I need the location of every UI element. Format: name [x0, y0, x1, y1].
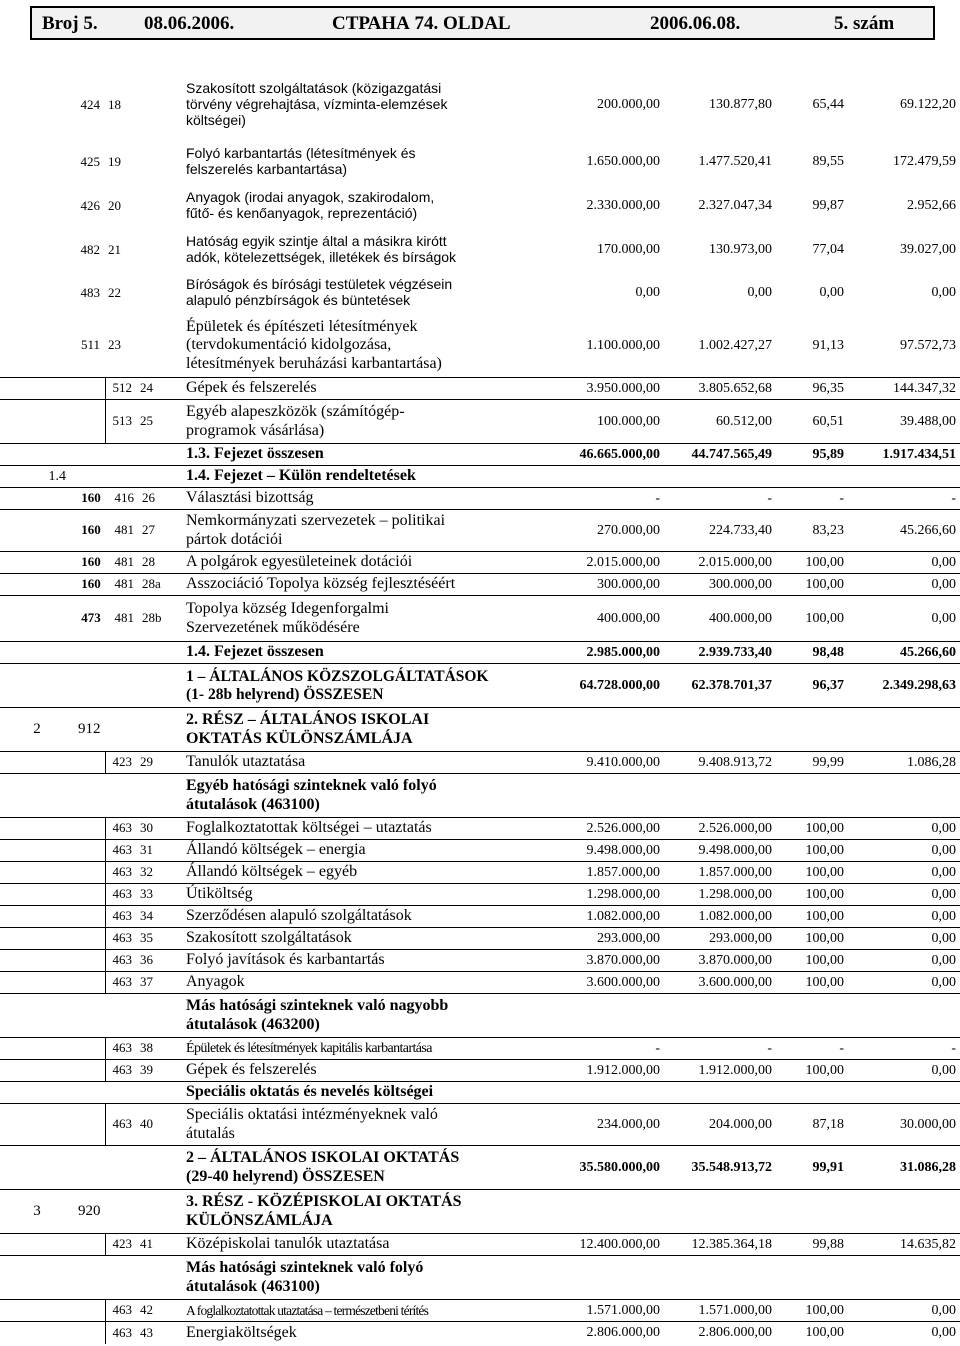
- difference: 2.952,66: [907, 198, 956, 214]
- planned-amount: 400.000,00: [597, 610, 660, 626]
- planned-amount: 2.526.000,00: [586, 820, 660, 836]
- planned-amount: 1.571.000,00: [586, 1302, 660, 1318]
- table-row: [0, 444, 960, 466]
- difference: 0,00: [931, 886, 956, 902]
- table-row: 463 43 Energiaköltségek 2.806.000,00 2.806.000,00 100,00 0,00: [0, 1322, 960, 1344]
- percent: 98,48: [812, 644, 844, 660]
- table-row: 513 25 Egyéb alapeszközök (számítógép- programok vásárlása) 100.000,00 60.512,00 60,51 39.488,00: [0, 400, 960, 444]
- planned-amount: 3.870.000,00: [586, 952, 660, 968]
- planned-amount: 3.600.000,00: [586, 974, 660, 990]
- row-description: Anyagok: [186, 973, 245, 991]
- percent: -: [839, 1040, 844, 1056]
- table-row: 463 32 Állandó költségek – egyéb 1.857.000,00 1.857.000,00 100,00 0,00: [0, 862, 960, 884]
- table-row: 463 40 Speciális oktatási intézményeknek való átutalás 234.000,00 204.000,00 87,18 30.000,00: [0, 1104, 960, 1146]
- percent: 100,00: [805, 908, 844, 924]
- row-description: Nemkormányzati szervezetek – politikai pártok dotációi: [186, 512, 446, 548]
- part-code: 912: [78, 721, 101, 738]
- table-row: 425 19 Folyó karbantartás (létesítmények és felszerelés karbantartása) 1.650.000,00 1.477.520,41 89,55 172.479,59: [0, 140, 960, 184]
- realized-amount: 130.877,80: [709, 97, 772, 113]
- table-row: 160 481 27 Nemkormányzati szervezetek – politikai pártok dotációi 270.000,00 224.733,40 83,23 45.266,60: [0, 510, 960, 552]
- row-description: Választási bizottság: [186, 489, 314, 507]
- difference: 1.917.434,51: [882, 446, 956, 462]
- planned-amount: 1.857.000,00: [586, 864, 660, 880]
- percent: 100,00: [805, 886, 844, 902]
- table-row: 426 20 Anyagok (irodai anyagok, szakirodalom, fűtő- és kenőanyagok, reprezentáció) 2.330.000,00 2.327.047,34 99,87 2.952,66: [0, 184, 960, 228]
- table-row: [0, 664, 960, 708]
- planned-amount: 1.650.000,00: [586, 154, 660, 170]
- planned-amount: 100.000,00: [597, 413, 660, 429]
- group-heading: Speciális oktatás és nevelés költségei: [186, 1083, 434, 1101]
- realized-amount: 1.082.000,00: [698, 908, 772, 924]
- part-title: 3. RÉSZ - KÖZÉPISKOLAI OKTATÁS KÜLÖNSZÁMLÁJA: [186, 1193, 462, 1229]
- realized-amount: 9.498.000,00: [698, 842, 772, 858]
- planned-amount: 2.015.000,00: [586, 554, 660, 570]
- difference: 0,00: [931, 1302, 956, 1318]
- table-row: 423 29 Tanulók utaztatása 9.410.000,00 9.408.913,72 99,99 1.086,28: [0, 752, 960, 774]
- table-row: [0, 642, 960, 664]
- percent: 100,00: [805, 554, 844, 570]
- difference: -: [951, 490, 956, 506]
- realized-amount: 293.000,00: [709, 930, 772, 946]
- realized-amount: 1.857.000,00: [698, 864, 772, 880]
- difference: 45.266,60: [900, 522, 956, 538]
- difference: 45.266,60: [900, 644, 956, 660]
- realized-amount: 2.806.000,00: [698, 1325, 772, 1341]
- table-row: [0, 994, 960, 1038]
- planned-amount: 3.950.000,00: [586, 380, 660, 396]
- part-title: 2. RÉSZ – ÁLTALÁNOS ISKOLAI OKTATÁS KÜLÖNSZÁMLÁJA: [186, 711, 430, 747]
- row-description: Épületek és létesítmények kapitális karbantartása: [186, 1040, 432, 1056]
- difference: 39.488,00: [900, 413, 956, 429]
- row-description: Asszociáció Topolya község fejlesztéséért: [186, 575, 456, 593]
- planned-amount: 200.000,00: [597, 97, 660, 113]
- realized-amount: 2.526.000,00: [698, 820, 772, 836]
- percent: 91,13: [812, 337, 844, 353]
- row-description: Anyagok (irodai anyagok, szakirodalom, fűtő- és kenőanyagok, reprezentáció): [186, 189, 435, 221]
- percent: 99,88: [812, 1236, 844, 1252]
- difference: 30.000,00: [900, 1116, 956, 1132]
- table-row: 463 36 Folyó javítások és karbantartás 3.870.000,00 3.870.000,00 100,00 0,00: [0, 950, 960, 972]
- table-row: 463 38 Épületek és létesítmények kapitális karbantartása - - - -: [0, 1038, 960, 1060]
- difference: 0,00: [931, 285, 956, 301]
- table-row: 463 35 Szakosított szolgáltatások 293.000,00 293.000,00 100,00 0,00: [0, 928, 960, 950]
- realized-amount: 62.378.701,37: [691, 677, 772, 693]
- realized-amount: 2.327.047,34: [698, 198, 772, 214]
- issue-number-right: 5. szám: [834, 13, 895, 34]
- table-row: [0, 774, 960, 818]
- row-description: Épületek és építészeti létesítmények (tervdokumentáció kidolgozása, létesítmények beruházási karbantartása): [186, 318, 442, 372]
- difference: 0,00: [931, 842, 956, 858]
- difference: 0,00: [931, 864, 956, 880]
- table-row: 483 22 Bíróságok és bírósági testületek végzésein alapuló pénzbírságok és büntetések 0,00 0,00 0,00 0,00: [0, 272, 960, 314]
- realized-amount: 300.000,00: [709, 576, 772, 592]
- row-description: Középiskolai tanulók utaztatása: [186, 1235, 390, 1253]
- difference: 14.635,82: [900, 1236, 956, 1252]
- row-description: Útiköltség: [186, 885, 253, 903]
- row-description: Szakosított szolgáltatások (közigazgatási törvény végrehajtása, vízminta-elemzések költségei): [186, 80, 448, 128]
- percent: 83,23: [812, 522, 844, 538]
- table-row: 463 31 Állandó költségek – energia 9.498.000,00 9.498.000,00 100,00 0,00: [0, 840, 960, 862]
- difference: 0,00: [931, 930, 956, 946]
- difference: 31.086,28: [900, 1159, 956, 1175]
- percent: 100,00: [805, 576, 844, 592]
- row-description: A polgárok egyesületeinek dotációi: [186, 553, 413, 571]
- realized-amount: 1.571.000,00: [698, 1302, 772, 1318]
- table-row: [0, 1256, 960, 1300]
- issue-date-right: 2006.06.08.: [650, 13, 741, 34]
- realized-amount: 2.015.000,00: [698, 554, 772, 570]
- row-description: Folyó karbantartás (létesítmények és felszerelés karbantartása): [186, 145, 416, 177]
- difference: 0,00: [931, 576, 956, 592]
- percent: 60,51: [812, 413, 844, 429]
- realized-amount: 1.002.427,27: [698, 337, 772, 353]
- row-description: Gépek és felszerelés: [186, 1061, 317, 1079]
- realized-amount: 3.600.000,00: [698, 974, 772, 990]
- percent: 100,00: [805, 820, 844, 836]
- planned-amount: 300.000,00: [597, 576, 660, 592]
- planned-amount: 12.400.000,00: [579, 1236, 660, 1252]
- planned-amount: 64.728.000,00: [579, 677, 660, 693]
- percent: 77,04: [812, 242, 844, 258]
- percent: 87,18: [812, 1116, 844, 1132]
- realized-amount: 0,00: [747, 285, 772, 301]
- planned-amount: 2.806.000,00: [586, 1325, 660, 1341]
- group-heading: Más hatósági szinteknek való nagyobb átutalások (463200): [186, 997, 449, 1033]
- difference: 0,00: [931, 820, 956, 836]
- planned-amount: 0,00: [635, 285, 660, 301]
- realized-amount: 224.733,40: [709, 522, 772, 538]
- planned-amount: 1.912.000,00: [586, 1062, 660, 1078]
- chapter-number: 1.4: [48, 468, 66, 484]
- percent: 100,00: [805, 952, 844, 968]
- table-row: 463 30 Foglalkoztatottak költségei – utaztatás 2.526.000,00 2.526.000,00 100,00 0,00: [0, 818, 960, 840]
- table-row: [0, 1190, 960, 1234]
- part-number: 2: [33, 721, 41, 738]
- planned-amount: 2.985.000,00: [586, 644, 660, 660]
- group-heading: Más hatósági szinteknek való folyó átutalások (463100): [186, 1259, 424, 1295]
- row-description: Bíróságok és bírósági testületek végzésein alapuló pénzbírságok és büntetések: [186, 276, 453, 308]
- realized-amount: 3.870.000,00: [698, 952, 772, 968]
- group-heading: Egyéb hatósági szinteknek való folyó átutalások (463100): [186, 777, 437, 813]
- planned-amount: 1.298.000,00: [586, 886, 660, 902]
- table-row: [0, 466, 960, 488]
- percent: 100,00: [805, 930, 844, 946]
- table-row: 160 481 28 A polgárok egyesületeinek dotációi 2.015.000,00 2.015.000,00 100,00 0,00: [0, 552, 960, 574]
- planned-amount: 46.665.000,00: [579, 446, 660, 462]
- realized-amount: 130.973,00: [709, 242, 772, 258]
- planned-amount: 1.100.000,00: [586, 337, 660, 353]
- difference: 97.572,73: [900, 337, 956, 353]
- difference: 0,00: [931, 908, 956, 924]
- table-row: 160 481 28a Asszociáció Topolya község fejlesztéséért 300.000,00 300.000,00 100,00 0,00: [0, 574, 960, 596]
- planned-amount: 234.000,00: [597, 1116, 660, 1132]
- percent: 96,35: [812, 380, 844, 396]
- table-row: 463 34 Szerződésen alapuló szolgáltatások 1.082.000,00 1.082.000,00 100,00 0,00: [0, 906, 960, 928]
- percent: 100,00: [805, 610, 844, 626]
- issue-date-left: 08.06.2006.: [144, 13, 235, 34]
- realized-amount: -: [767, 1040, 772, 1056]
- row-description: Folyó javítások és karbantartás: [186, 951, 385, 969]
- row-description: Gépek és felszerelés: [186, 379, 317, 397]
- realized-amount: 1.298.000,00: [698, 886, 772, 902]
- percent: 0,00: [819, 285, 844, 301]
- planned-amount: 9.498.000,00: [586, 842, 660, 858]
- chapter-total-label: 1.3. Fejezet összesen: [186, 445, 324, 463]
- realized-amount: 1.912.000,00: [698, 1062, 772, 1078]
- row-description: Foglalkoztatottak költségei – utaztatás: [186, 819, 432, 837]
- table-row: [0, 708, 960, 752]
- difference: 0,00: [931, 952, 956, 968]
- planned-amount: 35.580.000,00: [579, 1159, 660, 1175]
- row-description: Szakosított szolgáltatások: [186, 929, 352, 947]
- percent: 100,00: [805, 842, 844, 858]
- row-description: Állandó költségek – energia: [186, 841, 366, 859]
- table-row: 424 18 Szakosított szolgáltatások (közigazgatási törvény végrehajtása, vízminta-elemzések költségei) 200.000,00 130.877,80 65,44 69.122,20: [0, 70, 960, 140]
- planned-amount: 270.000,00: [597, 522, 660, 538]
- difference: -: [951, 1040, 956, 1056]
- difference: 0,00: [931, 554, 956, 570]
- percent: 65,44: [812, 97, 844, 113]
- row-description: Speciális oktatási intézményeknek való átutalás: [186, 1106, 438, 1142]
- table-row: 482 21 Hatóság egyik szintje által a másikra kirótt adók, kötelezettségek, illetékek és bírságok 170.000,00 130.973,00 77,04 39.027,00: [0, 228, 960, 272]
- table-row: 512 24 Gépek és felszerelés 3.950.000,00 3.805.652,68 96,35 144.347,32: [0, 378, 960, 400]
- row-description: Tanulók utaztatása: [186, 753, 306, 771]
- planned-amount: 1.082.000,00: [586, 908, 660, 924]
- page-header: [30, 6, 935, 40]
- difference: 0,00: [931, 1062, 956, 1078]
- planned-amount: -: [655, 1040, 660, 1056]
- difference: 0,00: [931, 610, 956, 626]
- percent: 89,55: [812, 154, 844, 170]
- percent: 100,00: [805, 1325, 844, 1341]
- planned-amount: 293.000,00: [597, 930, 660, 946]
- table-row: 463 42 A foglalkoztatottak utaztatása – természetbeni térítés 1.571.000,00 1.571.000,00 100,00 0,00: [0, 1300, 960, 1322]
- realized-amount: 1.477.520,41: [698, 154, 772, 170]
- table-row: [0, 1082, 960, 1104]
- percent: 100,00: [805, 974, 844, 990]
- row-description: A foglalkoztatottak utaztatása – természetbeni térítés: [186, 1302, 429, 1318]
- chapter-total-label: 1.4. Fejezet összesen: [186, 643, 324, 661]
- part-number: 3: [33, 1203, 41, 1220]
- percent: 99,99: [812, 754, 844, 770]
- part-code: 920: [78, 1203, 101, 1220]
- table-row: [0, 1146, 960, 1190]
- realized-amount: 2.939.733,40: [698, 644, 772, 660]
- difference: 172.479,59: [893, 154, 956, 170]
- section-total-label: 2 – ÁLTALÁNOS ISKOLAI OKTATÁS (29-40 helyrend) ÖSSZESEN: [186, 1149, 460, 1185]
- row-description: Topolya község Idegenforgalmi Szervezetének működésére: [186, 600, 389, 636]
- realized-amount: 400.000,00: [709, 610, 772, 626]
- difference: 69.122,20: [900, 97, 956, 113]
- difference: 2.349.298,63: [882, 677, 956, 693]
- percent: 100,00: [805, 864, 844, 880]
- table-row: 473 481 28b Topolya község Idegenforgalmi Szervezetének működésére 400.000,00 400.000,00 100,00 0,00: [0, 596, 960, 642]
- section-total-label: 1 – ÁLTALÁNOS KÖZSZOLGÁLTATÁSOK (1- 28b helyrend) ÖSSZESEN: [186, 668, 489, 703]
- realized-amount: -: [767, 490, 772, 506]
- percent: 100,00: [805, 1302, 844, 1318]
- row-description: Állandó költségek – egyéb: [186, 863, 358, 881]
- difference: 0,00: [931, 974, 956, 990]
- difference: 1.086,28: [907, 754, 956, 770]
- realized-amount: 60.512,00: [716, 413, 772, 429]
- chapter-title: 1.4. Fejezet – Külön rendeltetések: [186, 467, 416, 485]
- planned-amount: 2.330.000,00: [586, 198, 660, 214]
- difference: 144.347,32: [893, 380, 956, 396]
- table-row: 160 416 26 Választási bizottság - - - -: [0, 488, 960, 510]
- percent: 100,00: [805, 1062, 844, 1078]
- row-description: Energiaköltségek: [186, 1323, 297, 1341]
- page-number: СТРАНА 74. OLDAL: [332, 13, 511, 34]
- row-description: Szerződésen alapuló szolgáltatások: [186, 907, 412, 925]
- percent: 96,37: [812, 677, 844, 693]
- table-row: 463 37 Anyagok 3.600.000,00 3.600.000,00 100,00 0,00: [0, 972, 960, 994]
- row-description: Egyéb alapeszközök (számítógép- programok vásárlása): [186, 403, 405, 439]
- difference: 39.027,00: [900, 242, 956, 258]
- realized-amount: 3.805.652,68: [698, 380, 772, 396]
- realized-amount: 44.747.565,49: [691, 446, 772, 462]
- planned-amount: 170.000,00: [597, 242, 660, 258]
- row-description: Hatóság egyik szintje által a másikra kirótt adók, kötelezettségek, illetékek és bírságok: [186, 233, 457, 265]
- difference: 0,00: [931, 1325, 956, 1341]
- realized-amount: 204.000,00: [709, 1116, 772, 1132]
- issue-number: Broj 5.: [42, 13, 98, 34]
- percent: 99,91: [812, 1159, 844, 1175]
- realized-amount: 9.408.913,72: [698, 754, 772, 770]
- percent: -: [839, 490, 844, 506]
- planned-amount: 9.410.000,00: [586, 754, 660, 770]
- planned-amount: -: [655, 490, 660, 506]
- table-row: 423 41 Középiskolai tanulók utaztatása 12.400.000,00 12.385.364,18 99,88 14.635,82: [0, 1234, 960, 1256]
- percent: 95,89: [812, 446, 844, 462]
- percent: 99,87: [812, 198, 844, 214]
- table-row: 463 39 Gépek és felszerelés 1.912.000,00 1.912.000,00 100,00 0,00: [0, 1060, 960, 1082]
- realized-amount: 12.385.364,18: [691, 1236, 772, 1252]
- table-row: 463 33 Útiköltség 1.298.000,00 1.298.000,00 100,00 0,00: [0, 884, 960, 906]
- realized-amount: 35.548.913,72: [691, 1159, 772, 1175]
- table-row: 511 23 Épületek és építészeti létesítmények (tervdokumentáció kidolgozása, létesítmények beruházási karbantartása) 1.100.000,00 1.002.427,27 91,13 97.572,73: [0, 314, 960, 378]
